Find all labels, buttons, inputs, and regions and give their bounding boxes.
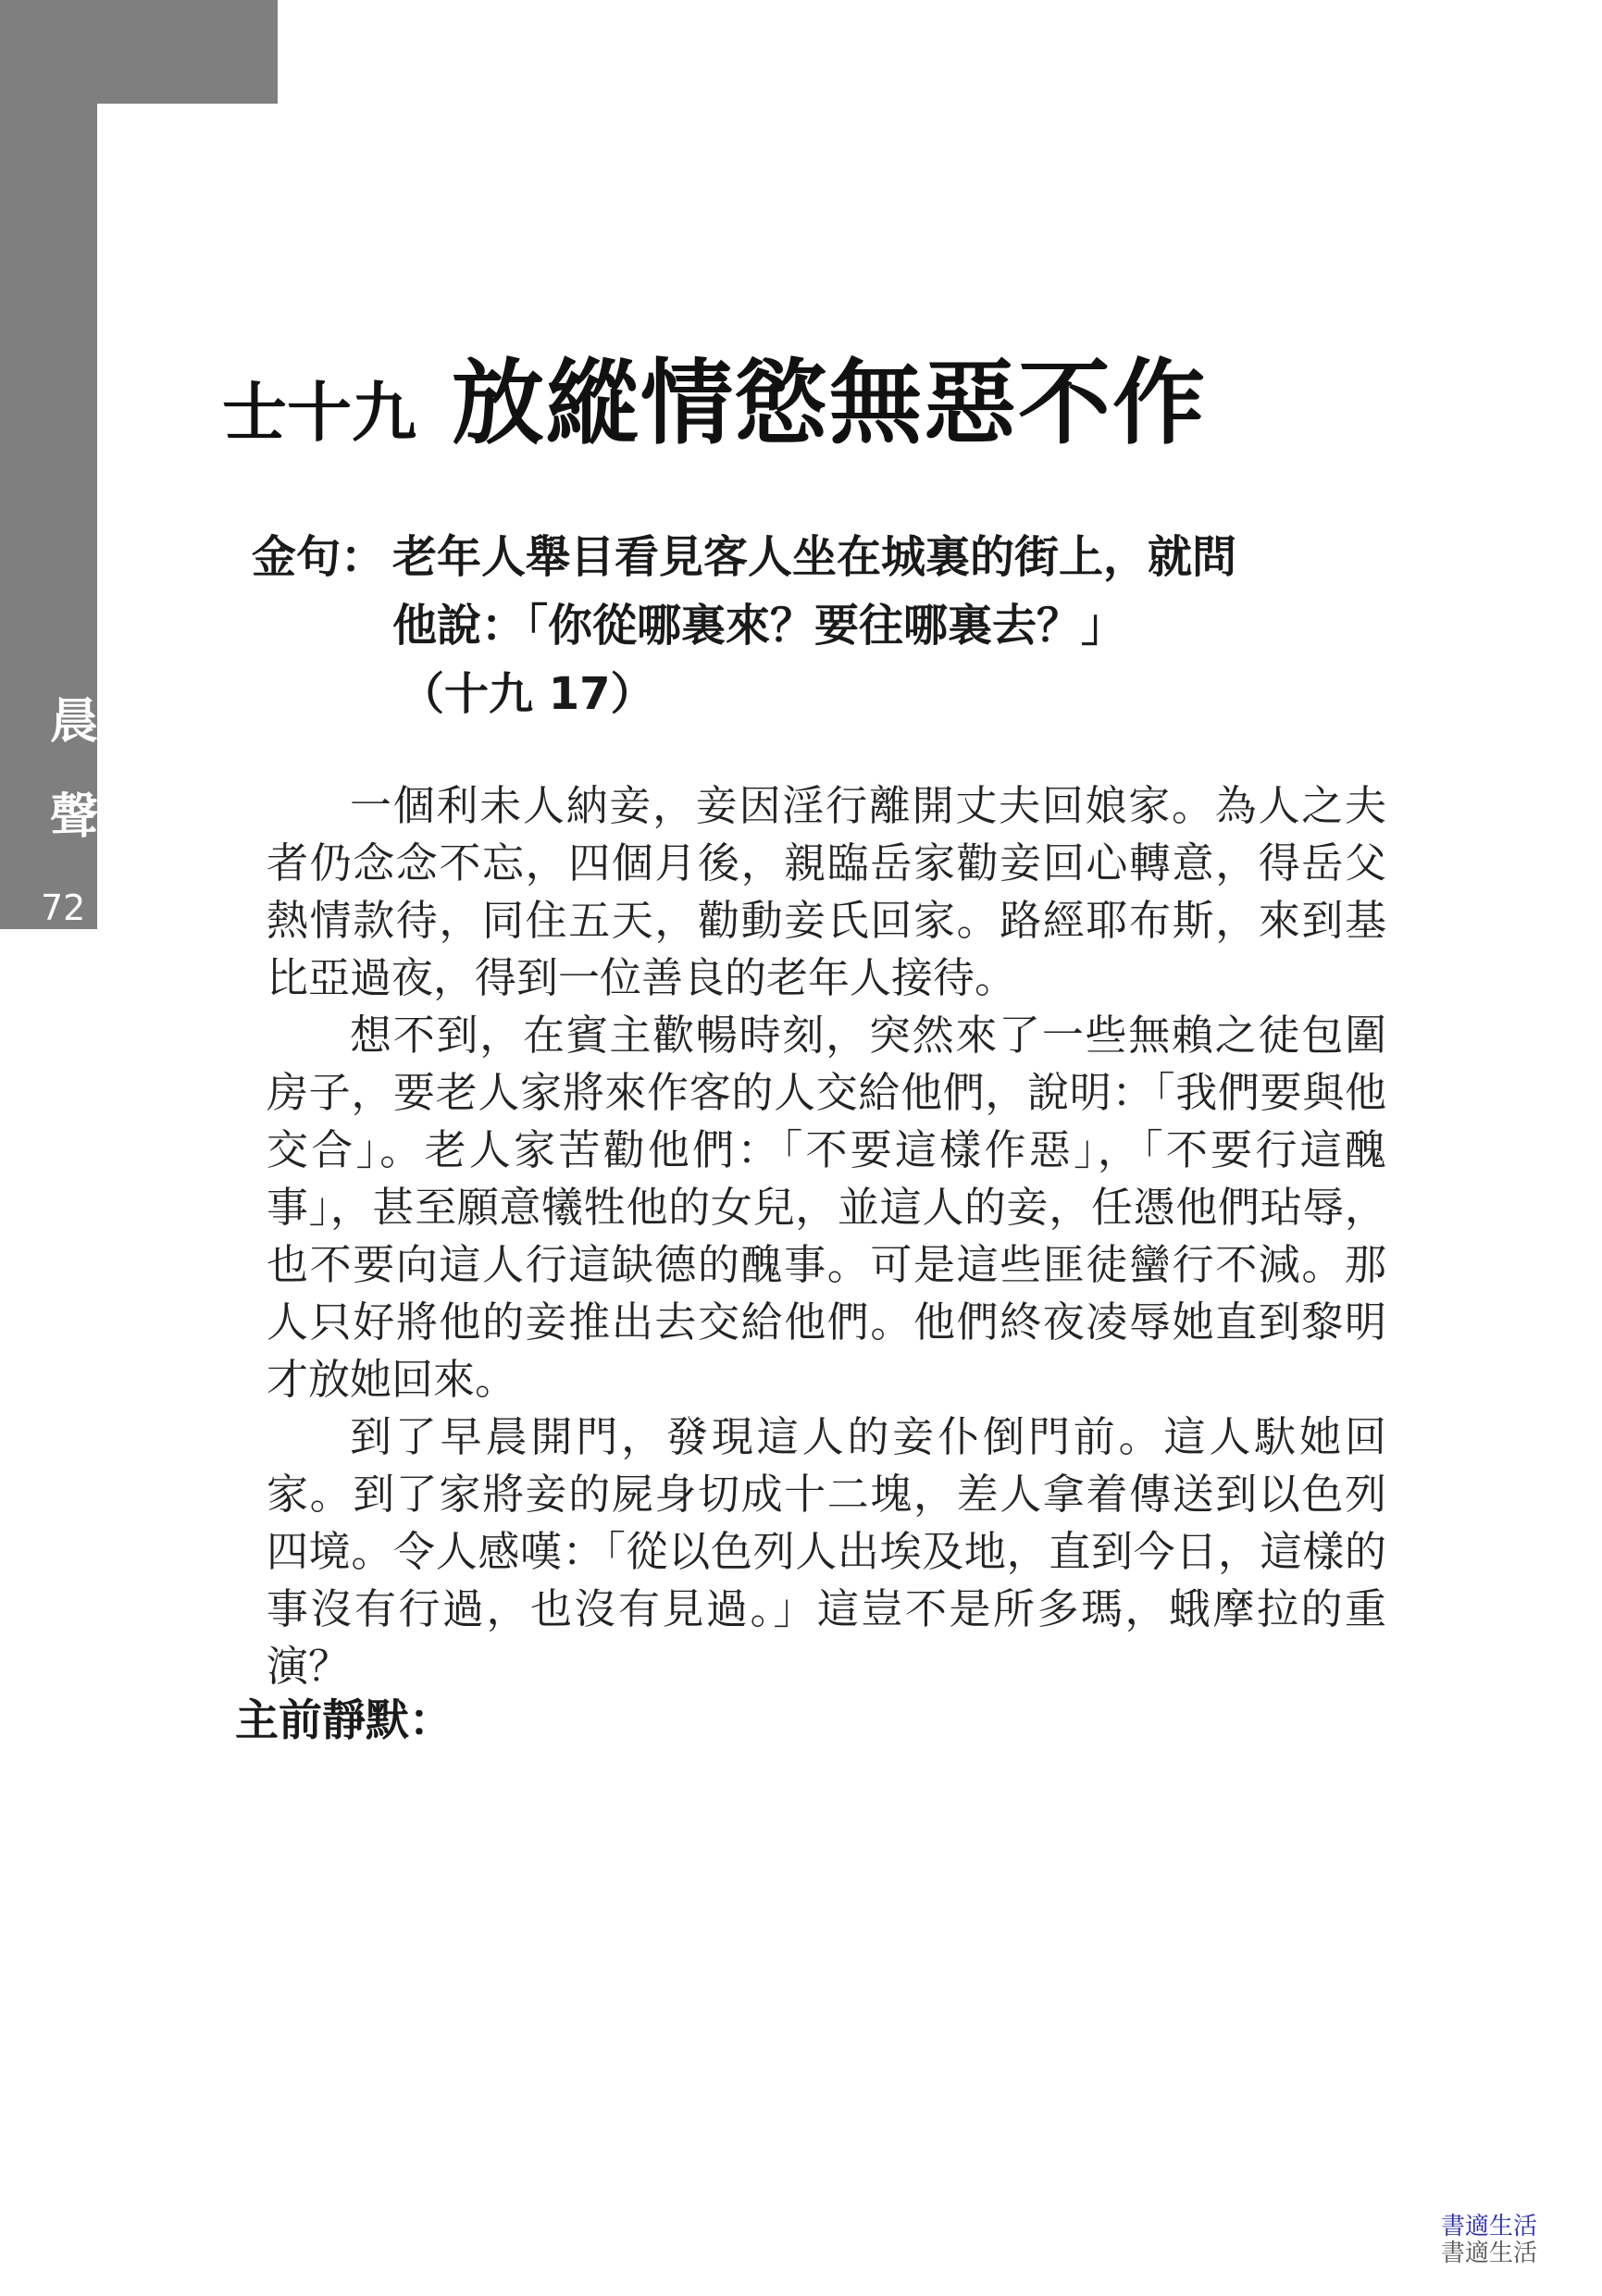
sidebar-top-block	[0, 0, 278, 104]
silence-prompt: 主前靜默：	[235, 1695, 453, 1746]
watermark	[1441, 2214, 1537, 2267]
body-paragraph: 到了早晨開門，發現這人的妾仆倒門前。這人馱她回家。到了家將妾的屍身切成十二塊，差人拿着傳送到以色列四境。令人感嘆：「從以色列人出埃及地，直到今日，這樣的事沒有行過，也沒有見過。」這豈不是所多瑪，蛾摩拉的重演？	[267, 1412, 1386, 1691]
body-paragraph: 一個利未人納妾，妾因淫行離開丈夫回娘家。為人之夫者仍念念不忘，四個月後，親臨岳家勸妾回心轉意，得岳父熱情款待，同住五天，勸動妾氏回家。路經耶布斯，來到基比亞過夜，得到一位善良的老年人接待。	[267, 781, 1386, 1002]
chapter-number: 士十九	[222, 374, 416, 451]
golden-verse-line: 老年人舉目看見客人坐在城裏的街上，就問	[392, 531, 1237, 583]
body-paragraph: 想不到，在賓主歡暢時刻，突然來了一些無賴之徒包圍房子，要老人家將來作客的人交給他們，說明：「我們要與他交合」。老人家苦勸他們：「不要這樣作惡」，「不要行這醜事」，甚至願意犧牲他的女兒，並這人的妾，任憑他們玷辱，也不要向這人行這缺德的醜事。可是這些匪徒蠻行不減。那人只好將他的妾推出去交給他們。他們終夜凌辱她直到黎明才放她回來。	[267, 1011, 1386, 1404]
chapter-name: 放縱情慾無惡不作	[452, 348, 1207, 457]
watermark-line: 書適生活	[1440, 2213, 1537, 2240]
golden-verse-label: 金句：	[252, 531, 386, 583]
watermark-line: 書適生活	[1440, 2240, 1537, 2267]
body-text	[267, 777, 1386, 1695]
chapter-title	[222, 329, 1207, 462]
page-number: 72	[41, 887, 86, 928]
sidebar-label-morning: 晨	[49, 693, 98, 750]
golden-verse-line: 他說：「你從哪裏來？要往哪裏去？」	[392, 600, 1126, 652]
sidebar-label-voice: 聲	[49, 788, 98, 845]
golden-verse-reference: （十九 17）	[400, 668, 655, 720]
